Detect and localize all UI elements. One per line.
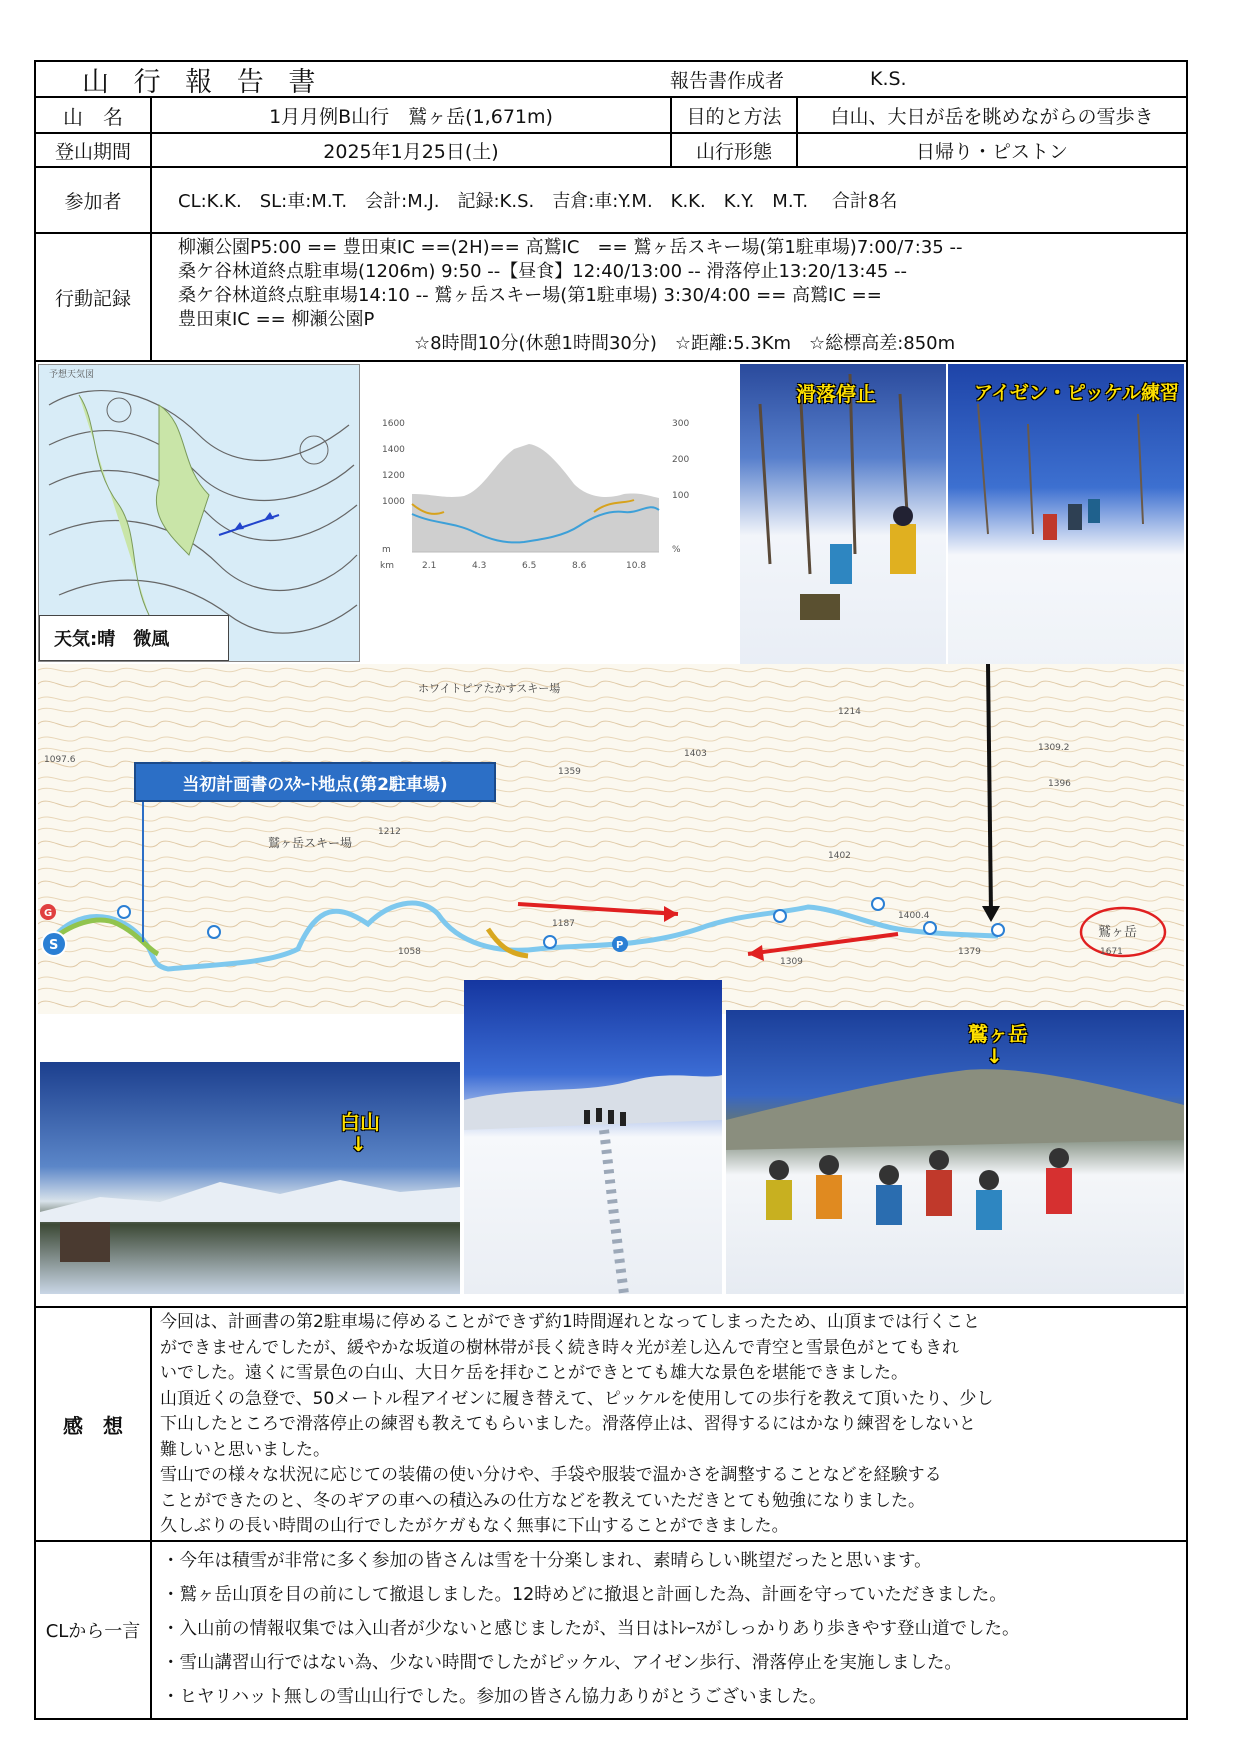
cl-comment-line: ・入山前の情報収集では入山者が少ないと感じましたが、当日はﾄﾚｰｽがしっかりあり歩きやす登山道でした。 (162, 1619, 1020, 1639)
group-figures (726, 1010, 1184, 1294)
washigatake-label: 鷲ヶ岳 (968, 1022, 1028, 1046)
cl-comment-line: ・鷲ヶ岳山頂を目の前にして撤退しました。12時めどに撤退と計画した為、計画を守っていただきました。 (162, 1585, 1007, 1605)
photo-group (726, 1010, 1184, 1294)
profile-y-left-tick: 1600 (382, 419, 405, 429)
record-line: 豊田東IC == 柳瀬公園P (178, 309, 375, 330)
cl-comment-line: ・ヒヤリハット無しの雪山山行でした。参加の皆さん協力ありがとうございました。 (162, 1687, 827, 1707)
period-label: 登山期間 (54, 140, 131, 163)
map-elevation-label: 1214 (838, 707, 861, 717)
goal-marker: G (44, 908, 53, 919)
profile-y-right-tick: 200 (672, 455, 690, 465)
route-svg (38, 664, 1184, 1014)
cl-comment-line: ・今年は積雪が非常に多く参加の皆さんは雪を十分楽しまれ、素晴らしい眺望だったと思います。 (162, 1551, 932, 1571)
weather-label: 天気:晴 微風 (39, 615, 229, 661)
profile-y-right-tick: 300 (672, 419, 690, 429)
hakusan-scene (40, 1062, 460, 1294)
impression-line: 下山したところで滑落停止の練習も教えてもらいました。滑落停止は、習得するにはかなり練習をしないと (160, 1414, 976, 1434)
author-value: K.S. (870, 68, 907, 90)
weather-map (38, 364, 360, 662)
map-ski-label: 鷲ヶ岳スキー場 (268, 836, 353, 850)
slide-stop-label: 滑落停止 (796, 382, 876, 406)
map-elevation-label: 1359 (558, 767, 581, 777)
elevation-profile (364, 404, 704, 604)
profile-y-right-tick: 100 (672, 491, 690, 501)
map-peak-label: 鷲ヶ岳 (1098, 925, 1138, 940)
profile-y-left-tick: 1200 (382, 471, 405, 481)
map-elevation-label: 1309 (780, 957, 803, 967)
profile-x-tick: km (380, 561, 394, 571)
impression-line: ことができたのと、冬のギアの車への積込みの仕方などを教えていただきとても勉強になりました。 (160, 1490, 925, 1511)
photo-trail (464, 980, 722, 1294)
profile-y-left-tick: 1000 (382, 497, 405, 507)
parking-marker: P (616, 940, 624, 951)
map-elevation-label: 1097.6 (44, 755, 76, 765)
map-elevation-label: 1671 (1100, 947, 1123, 957)
photo-slide-stop (740, 364, 946, 676)
record-line: 桑ケ谷林道終点駐車場(1206m) 9:50 --【昼食】12:40/13:00 -- 滑落停止13:20/13:45 -- (178, 261, 908, 282)
practice-label: アイゼン・ピッケル練習 (974, 382, 1180, 404)
cl-comment-line: ・雪山講習山行ではない為、少ない時間でしたがピッケル、アイゼン歩行、滑落停止を実施しました。 (162, 1653, 962, 1673)
purpose-value: 白山、大日が岳を眺めながらの雪歩き (796, 98, 1186, 132)
callout-pointer (142, 802, 144, 942)
map-ski-label2: ホワイトピアたかすスキー場 (418, 682, 561, 695)
record-body (150, 234, 1186, 360)
profile-y-right-tick: % (672, 545, 681, 555)
start-marker: S (49, 938, 59, 953)
trees-figure (740, 364, 946, 676)
map-elevation-label: 1379 (958, 947, 981, 957)
profile-x-tick: 4.3 (472, 561, 487, 571)
map-elevation-label: 1187 (552, 919, 575, 929)
weather-map-title: 予想天気図 (49, 370, 95, 380)
practice-figures (948, 364, 1184, 672)
cl-comment-body (150, 1542, 1186, 1718)
period-value: 2025年1月25日(土) (150, 134, 670, 166)
name-label: 山 名 (63, 104, 123, 129)
members-value: CL:K.K. SL:車:M.T. 会計:M.J. 記録:K.S. 吉倉:車:Y.M. K.K. K.Y. M.T. 合計8名 (150, 168, 1186, 232)
record-label: 行動記録 (54, 287, 131, 310)
impression-line: 山頂近くの急登で、50メートル程アイゼンに履き替えて、ピッケルを使用しての歩行を教えて頂いたり、少し (160, 1388, 994, 1409)
author-label: 報告書作成者 (670, 69, 785, 92)
profile-x-tick: 10.8 (626, 561, 647, 571)
impression-line: いでした。遠くに雪景色の白山、大日ケ岳を拝むことができとても雄大な景色を堪能できました。 (160, 1363, 908, 1383)
record-line: 柳瀬公園P5:00 == 豊田東IC ==(2H)== 高鷲IC == 鷲ヶ岳スキー場(第1駐車場)7:00/7:35 -- (178, 237, 963, 258)
record-line: 桑ケ谷林道終点駐車場14:10 -- 鷲ヶ岳スキー場(第1駐車場) 3:30/4:00 == 高鷲IC == (178, 285, 882, 306)
profile-x-tick: 8.6 (572, 561, 587, 571)
impression-line: ができませんでしたが、緩やかな坂道の樹林帯が長く続き時々光が差し込んで青空と雪景色がとてもきれ (160, 1337, 959, 1358)
start-callout: 当初計画書のｽﾀｰﾄ地点(第2駐車場) (134, 762, 496, 802)
map-elevation-label: 1402 (828, 851, 851, 861)
members-label: 参加者 (64, 190, 122, 213)
trail-scene (464, 980, 722, 1294)
map-elevation-label: 1058 (398, 947, 421, 957)
impression-line: 雪山での様々な状況に応じての装備の使い分けや、手袋や服装で温かさを調整することなどを経験する (160, 1465, 942, 1485)
map-elevation-label: 1309.2 (1038, 743, 1070, 753)
profile-x-tick: 6.5 (522, 561, 537, 571)
report-title: 山 行 報 告 書 (82, 66, 324, 96)
profile-y-left-tick: 1400 (382, 445, 405, 455)
photo-practice (948, 364, 1184, 672)
form-label: 山行形態 (670, 134, 796, 166)
impression-body (150, 1308, 1186, 1540)
hakusan-label: 白山 (340, 1110, 380, 1134)
map-elevation-label: 1400.4 (898, 911, 930, 921)
impression-label: 感 想 (63, 1413, 123, 1438)
map-elevation-label: 1403 (684, 749, 707, 759)
hakusan-arrow: ↓ (350, 1132, 367, 1156)
map-elevation-label: 1396 (1048, 779, 1071, 789)
impression-line: 今回は、計画書の第2駐車場に停めることができず約1時間遅れとなってしまったため、山頂までは行くこと (160, 1312, 980, 1332)
form-value: 日帰り・ピストン (796, 134, 1186, 166)
map-elevation-label: 1212 (378, 827, 401, 837)
record-summary: ☆8時間10分(休憩1時間30分) ☆距離:5.3Km ☆総標高差:850m (414, 333, 956, 354)
impression-line: 難しいと思いました。 (160, 1439, 330, 1460)
profile-x-tick: 2.1 (422, 561, 437, 571)
name-value: 1月月例B山行 鷲ヶ岳(1,671m) (150, 98, 670, 132)
purpose-label: 目的と方法 (670, 98, 796, 132)
route-map (38, 664, 1184, 1014)
photo-hakusan (40, 1062, 460, 1294)
impression-line: 久しぶりの長い時間の山行でしたがケガもなく無事に下山することができました。 (160, 1516, 789, 1536)
washigatake-arrow: ↓ (986, 1044, 1003, 1068)
profile-y-left-tick: m (382, 545, 391, 555)
cl-comment-label: CLから一言 (45, 1621, 141, 1642)
